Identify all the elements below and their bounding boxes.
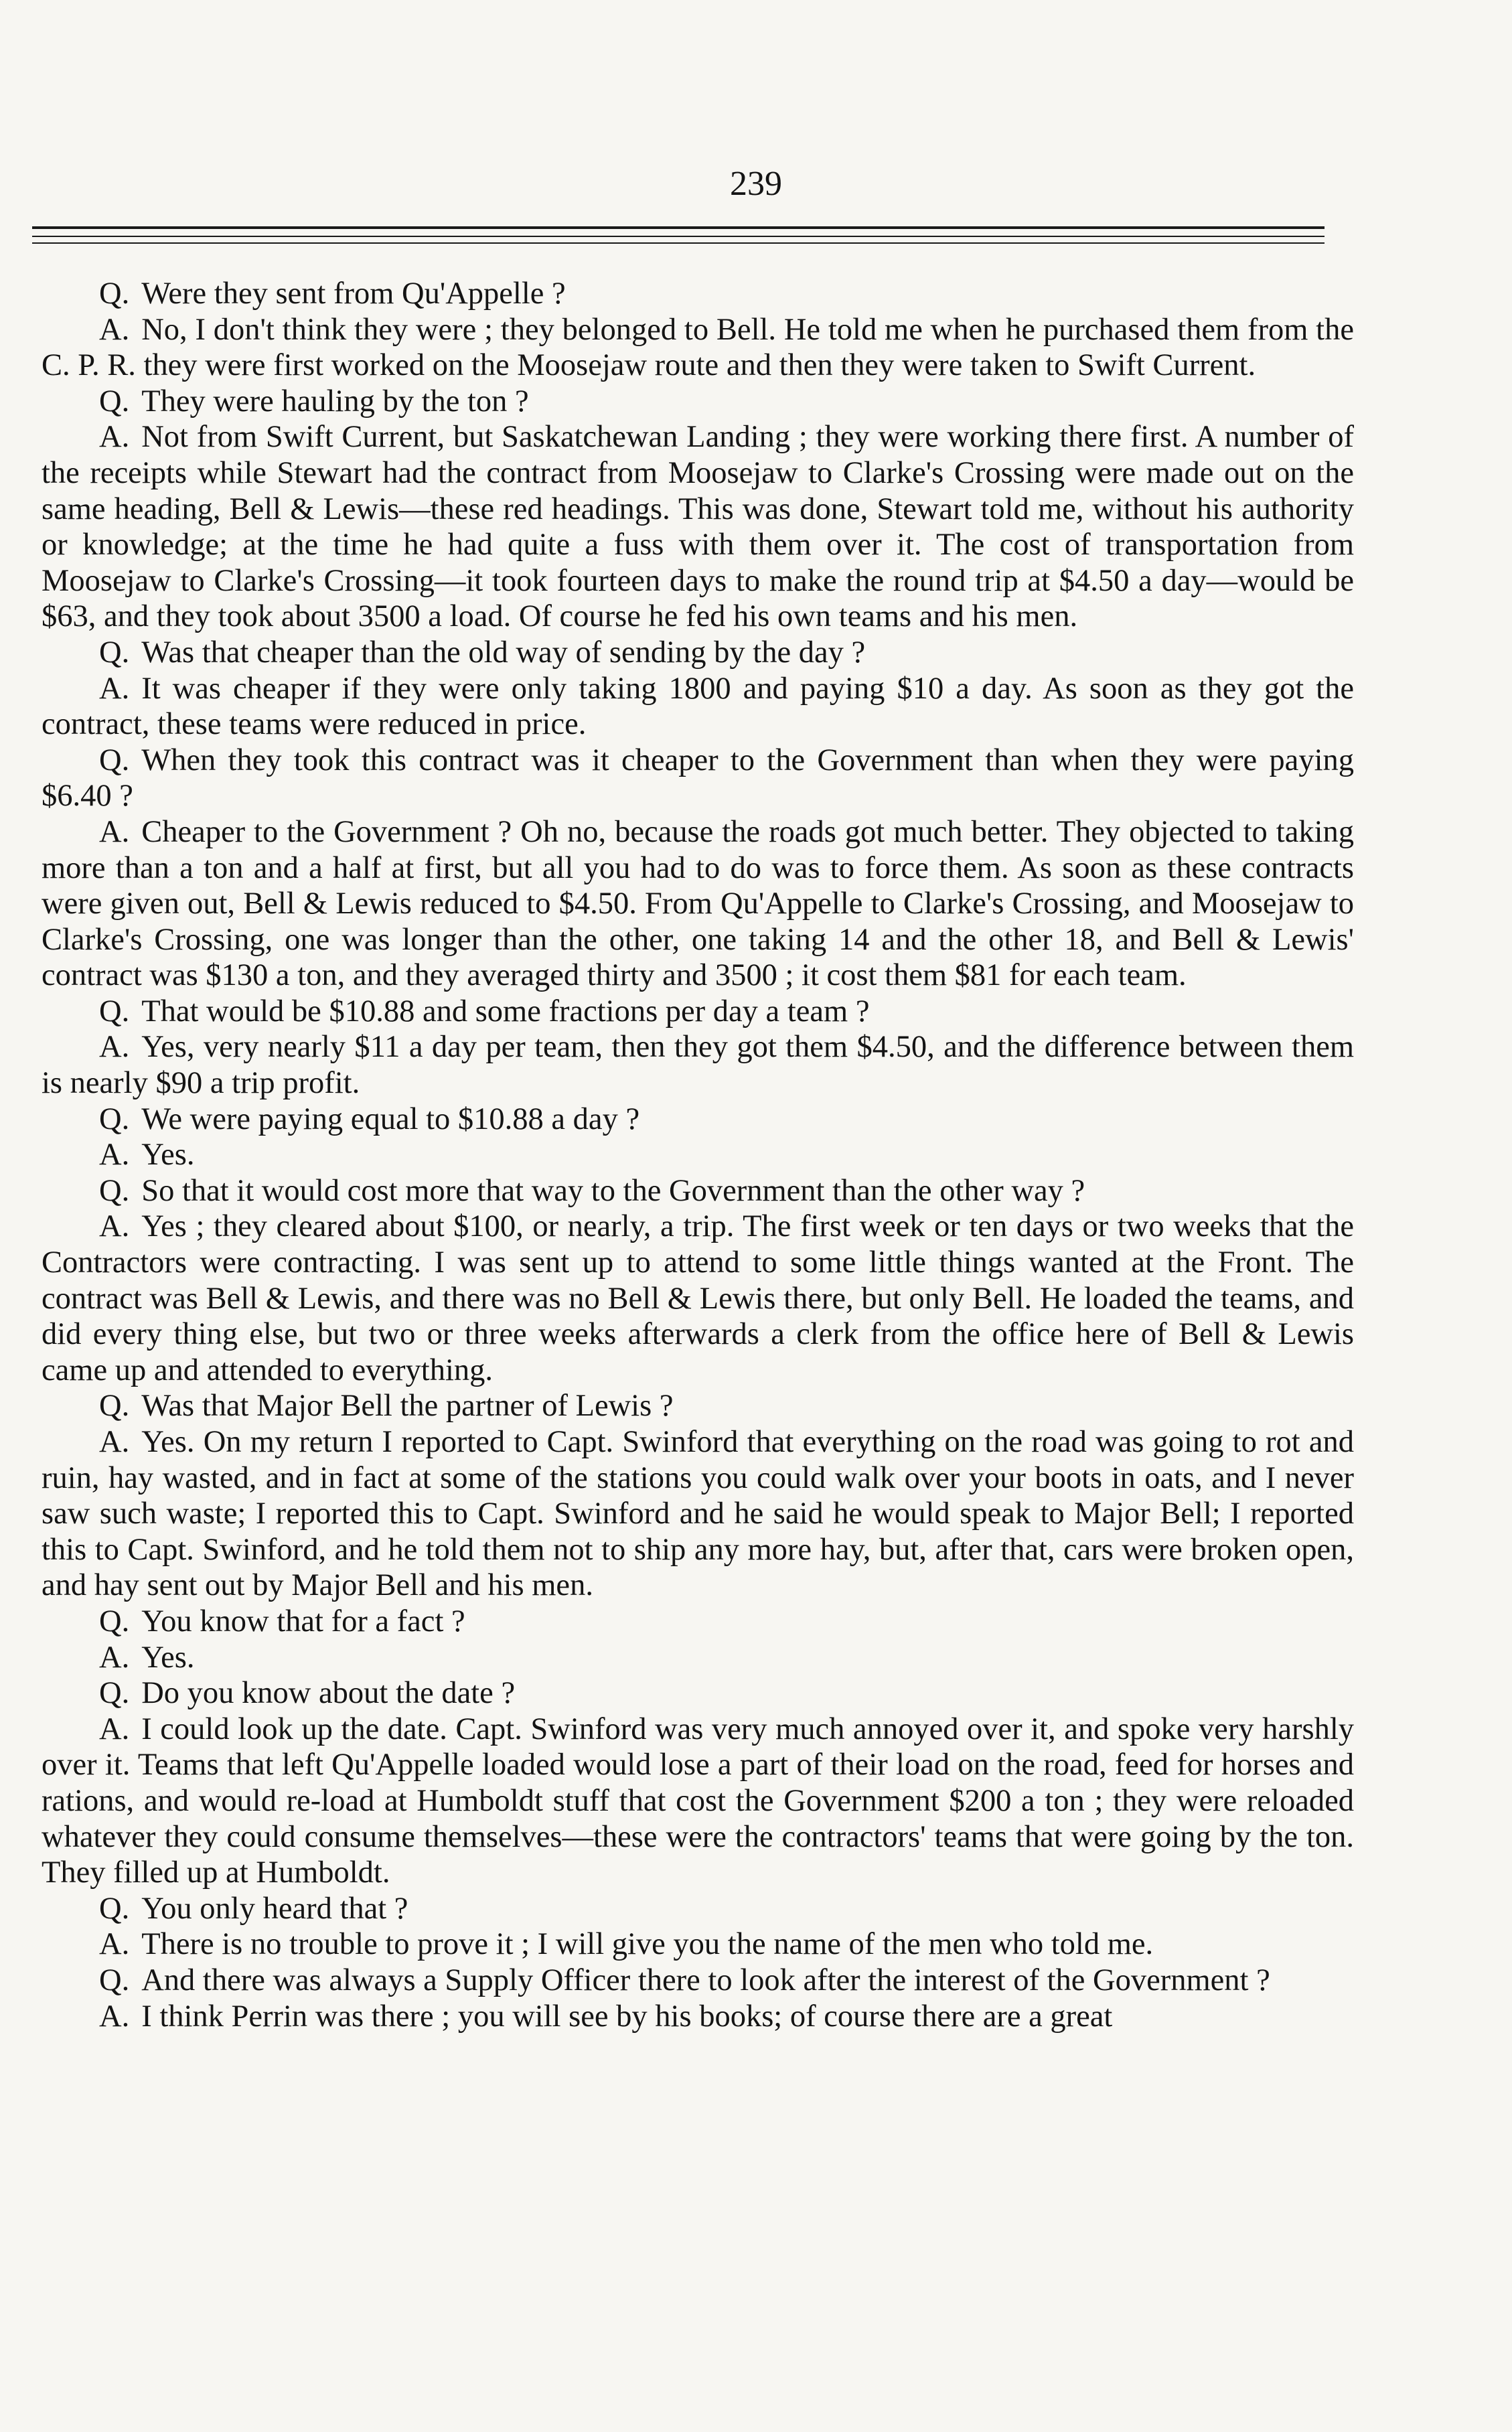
paragraph-text: They were hauling by the ton ? — [141, 384, 529, 419]
answer-paragraph — [42, 1137, 1354, 1173]
question-paragraph — [42, 1101, 1354, 1138]
question-paragraph — [42, 1891, 1354, 1927]
speaker-label: A. — [99, 1030, 130, 1065]
question-paragraph — [42, 1963, 1354, 1999]
paragraph-text: Do you know about the date ? — [141, 1676, 516, 1711]
question-paragraph — [42, 1604, 1354, 1640]
paragraph-text: And there was always a Supply Officer there to look after the interest of the Government ? — [141, 1963, 1270, 1997]
paragraph-text: I could look up the date. Capt. Swinford was very much annoyed over it, and spoke very harshly over it. Teams that left Qu'Appelle loaded would lose a part of their load on the road, feed for horses and rations, and would re-load at Humboldt stuff that cost the Government $200 a ton ; they were reloaded whatever they could consume themselves—these were the contractors' teams that were going by the ton. They filled up at Humboldt. — [42, 1712, 1354, 1890]
question-paragraph — [42, 384, 1354, 420]
paragraph-text: There is no trouble to prove it ; I will give you the name of the men who told me. — [141, 1927, 1154, 1962]
speaker-label: A. — [99, 1927, 130, 1962]
answer-paragraph — [42, 1424, 1354, 1604]
paragraph-text: So that it would cost more that way to the Government than the other way ? — [141, 1173, 1085, 1208]
answer-paragraph — [42, 814, 1354, 994]
question-paragraph — [42, 1388, 1354, 1424]
speaker-label: Q. — [99, 384, 130, 419]
paragraph-text: When they took this contract was it cheaper to the Government than when they were paying $6.40 ? — [42, 743, 1354, 814]
answer-paragraph — [42, 1029, 1354, 1101]
page-number: 239 — [730, 165, 782, 203]
speaker-label: A. — [99, 1999, 130, 2034]
testimony-body — [42, 276, 1354, 2034]
speaker-label: Q. — [99, 1101, 130, 1136]
speaker-label: Q. — [99, 1604, 130, 1639]
speaker-label: A. — [99, 1425, 130, 1459]
paragraph-text: Were they sent from Qu'Appelle ? — [141, 277, 566, 311]
question-paragraph — [42, 1173, 1354, 1209]
answer-paragraph — [42, 1640, 1354, 1676]
speaker-label: Q. — [99, 1389, 130, 1424]
paragraph-text: You know that for a fact ? — [141, 1604, 465, 1639]
question-paragraph — [42, 635, 1354, 671]
speaker-label: Q. — [99, 635, 130, 670]
paragraph-text: Cheaper to the Government ? Oh no, because the roads got much better. They objected to taking more than a ton and a half at first, but all you had to do was to force them. As soon as these contracts were given out, Bell & Lewis reduced to $4.50. From Qu'Appelle to Clarke's Crossing, and Moosejaw to Clarke's Crossing, one was longer than the other, one taking 14 and the other 18, and Bell & Lewis' contract was $130 a ton, and they averaged thirty and 3500 ; it cost them $81 for each team. — [42, 814, 1354, 993]
paragraph-text: Was that cheaper than the old way of sending by the day ? — [141, 635, 866, 670]
speaker-label: A. — [99, 312, 130, 347]
header-rule — [32, 226, 1325, 229]
answer-paragraph — [42, 1999, 1354, 2035]
paragraph-text: We were paying equal to $10.88 a day ? — [141, 1101, 640, 1136]
answer-paragraph — [42, 1712, 1354, 1891]
speaker-label: A. — [99, 420, 130, 455]
speaker-label: A. — [99, 671, 130, 706]
paragraph-text: I think Perrin was there ; you will see by his books; of course there are a great — [141, 1999, 1113, 2034]
paragraph-text: Yes. — [141, 1138, 195, 1172]
speaker-label: A. — [99, 1712, 130, 1746]
paragraph-text: It was cheaper if they were only taking 1800 and paying $10 a day. As soon as they got the contract, these teams were reduced in price. — [42, 671, 1354, 742]
answer-paragraph — [42, 1209, 1354, 1388]
header-rule — [32, 242, 1325, 244]
paragraph-text: Yes ; they cleared about $100, or nearly, a trip. The first week or ten days or two weeks that the Contractors were contracting. I was sent up to attend to some little things wanted at the Front. The contract was Bell & Lewis, and there was no Bell & Lewis there, but only Bell. He loaded the teams, and did every thing else, but two or three weeks afterwards a clerk from the office here of Bell & Lewis came up and attended to everything. — [42, 1209, 1354, 1387]
paragraph-text: You only heard that ? — [141, 1891, 408, 1926]
paragraph-text: That would be $10.88 and some fractions per day a team ? — [141, 994, 870, 1029]
paragraph-text: Not from Swift Current, but Saskatchewan Landing ; they were working there first. A number of the receipts while Stewart had the contract from Moosejaw to Clarke's Crossing were made out on the same heading, Bell & Lewis—these red headings. This was done, Stewart told me, without his authority or knowledge; at the time he had quite a fuss with them over it. The cost of transportation from Moosejaw to Clarke's Crossing—it took fourteen days to make the round trip at $4.50 a day—would be $63, and they took about 3500 a load. Of course he fed his own teams and his men. — [42, 420, 1354, 634]
speaker-label: Q. — [99, 1963, 130, 1997]
speaker-label: A. — [99, 1209, 130, 1244]
question-paragraph — [42, 276, 1354, 312]
speaker-label: A. — [99, 1640, 130, 1675]
answer-paragraph — [42, 671, 1354, 743]
paragraph-text: Yes. On my return I reported to Capt. Swinford that everything on the road was going to rot and ruin, hay wasted, and in fact at some of the stations you could walk over your boots in oats, and I never saw such waste; I reported this to Capt. Swinford and he said he would speak to Major Bell; I reported this to Capt. Swinford, and he told them not to ship any more hay, but, after that, cars were broken open, and hay sent out by Major Bell and his men. — [42, 1425, 1354, 1603]
speaker-label: A. — [99, 814, 130, 849]
paragraph-text: Yes, very nearly $11 a day per team, then they got them $4.50, and the difference between them is nearly $90 a trip profit. — [42, 1030, 1354, 1101]
speaker-label: Q. — [99, 1173, 130, 1208]
speaker-label: Q. — [99, 1891, 130, 1926]
answer-paragraph — [42, 419, 1354, 635]
speaker-label: A. — [99, 1138, 130, 1172]
speaker-label: Q. — [99, 743, 130, 777]
speaker-label: Q. — [99, 994, 130, 1029]
speaker-label: Q. — [99, 1676, 130, 1711]
paragraph-text: Yes. — [141, 1640, 195, 1675]
question-paragraph — [42, 1675, 1354, 1712]
question-paragraph — [42, 994, 1354, 1030]
paragraph-text: No, I don't think they were ; they belonged to Bell. He told me when he purchased them from the C. P. R. they were first worked on the Moosejaw route and then they were taken to Swift Current. — [42, 312, 1354, 383]
question-paragraph — [42, 743, 1354, 814]
answer-paragraph — [42, 1926, 1354, 1963]
paragraph-text: Was that Major Bell the partner of Lewis ? — [141, 1389, 674, 1424]
answer-paragraph — [42, 312, 1354, 384]
header-rule — [32, 236, 1325, 237]
speaker-label: Q. — [99, 277, 130, 311]
